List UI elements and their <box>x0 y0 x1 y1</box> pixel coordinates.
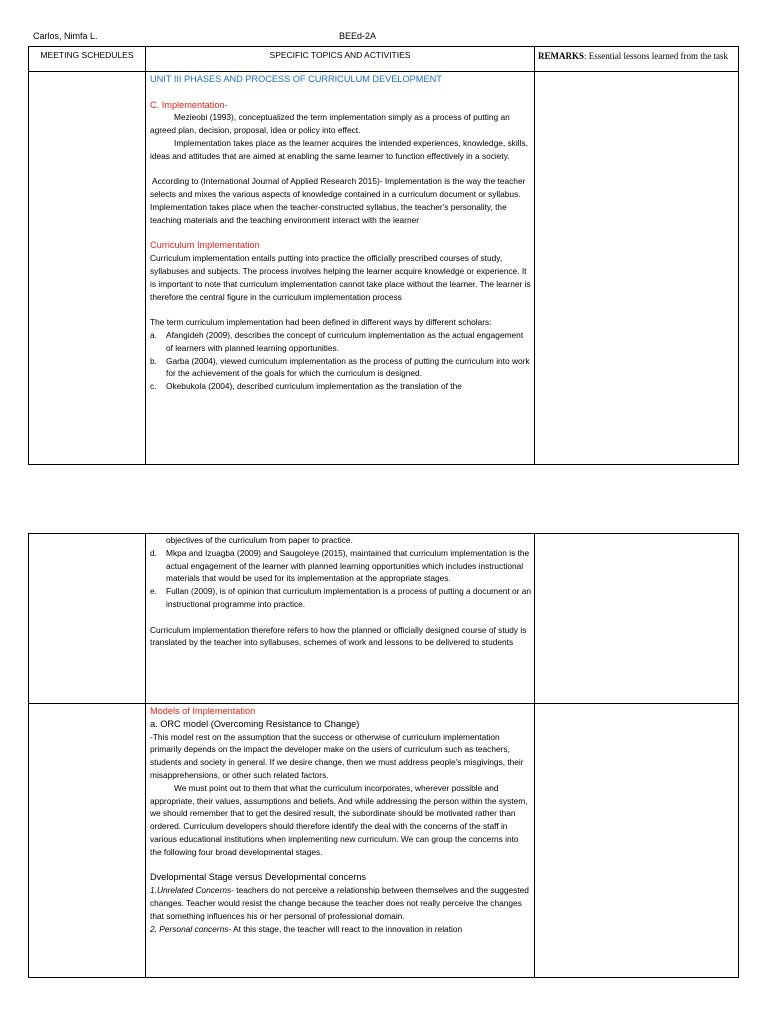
topics-cell <box>146 534 535 704</box>
paragraph: 2. Personal concerns- At this stage, the teacher will react to the innovation in relation <box>150 923 463 934</box>
meeting-schedule-cell <box>29 534 146 704</box>
list-item: e. Fullan (2009), is of opinion that curriculum implementation is a process of putting a document or an instructional programme into practice. <box>150 586 531 609</box>
paragraph: Curriculum implementation entails putting into practice the officially prescribed courses of study, syllabuses and subjects. The process involves helping the learner acquire knowledge or experience. It is important to note that curriculum implementation cannot take place without the learner. The learner is therefore the central figure in the curriculum implementation process <box>150 253 531 302</box>
unit-title: UNIT III PHASES AND PROCESS OF CURRICULUM DEVELOPMENT <box>150 74 442 84</box>
list-item: b. Garba (2004), viewed curriculum implementation as the process of putting the curriculum into work for the achievement of the goals for which the curriculum is designed. <box>150 355 530 379</box>
paragraph: We must point out to them that what the curriculum incorporates, wherever possible and appropriate, their values, assumptions and beliefs. And while addressing the person within the system, we should remember that to get the desired result, the subordinate should be motivated rather than ordered. Curriculum developers should therefore identify the deal with the concerns of the staff in various educational institutions when implementing new curriculum. We can group the concerns into the following four broad developmental stages. <box>150 782 528 857</box>
remarks-cell <box>535 704 739 978</box>
paragraph: objectives of the curriculum from paper to practice. <box>166 535 353 545</box>
list-item: d. Mkpa and Izuagba (2009) and Saugoleye (2015), maintained that curriculum implementation is the actual engagement of the learner with planned learning opportunities which includes instructional materials that would be used for its implementation at the appropriate stages. <box>150 547 530 584</box>
course-section: BEEd-2A <box>339 31 377 41</box>
list-item: a. Afangideh (2009), describes the concept of curriculum implementation as the actual engagement of learners with planned learning opportunities. <box>150 329 524 353</box>
header-meeting-schedules: MEETING SCHEDULES <box>29 47 146 72</box>
student-name: Carlos, Nimfa L. <box>33 31 98 41</box>
orc-model-title: a. ORC model (Overcoming Resistance to Change) <box>150 718 360 729</box>
curriculum-implementation-heading: Curriculum Implementation <box>150 240 260 251</box>
lesson-table-1 <box>28 46 739 465</box>
paragraph: The term curriculum implementation had been defined in different ways by different scholars: <box>150 317 492 328</box>
lesson-table-2 <box>28 533 739 978</box>
remarks-cell <box>535 72 739 465</box>
topics-cell <box>146 704 535 978</box>
paragraph: 1.Unrelated Concerns- teachers do not perceive a relationship between themselves and the suggested changes. Teacher would resist the change because the teacher does not really perceive the changes that something influences his or her personal of professional domain. <box>150 885 529 921</box>
header-remarks: REMARKS: Essential lessons learned from the task <box>535 47 739 72</box>
paragraph: -This model rest on the assumption that the success or otherwise of curriculum implementation primarily depends on the impact the developer make on the users of curriculum such as teachers, students and society in general. If we desire change, then we must address people's misgivings, their misapprehensions, or other such related factors. <box>150 731 524 780</box>
list-item: c. Okebukola (2004), described curriculum implementation as the translation of the <box>150 381 462 392</box>
models-heading: Models of Implementation <box>150 706 256 716</box>
developmental-stage-title: Dvelopmental Stage versus Developmental concerns <box>150 872 367 883</box>
remarks-cell <box>535 534 739 704</box>
paragraph: Implementation takes place as the learner acquires the intended experiences, knowledge, skills, ideas and attitudes that are aimed at enabling the same learner to function effectively in a society. <box>150 137 528 161</box>
meeting-schedule-cell <box>29 72 146 465</box>
meeting-schedule-cell <box>29 704 146 978</box>
paragraph: Mezieobi (1993), conceptualized the term implementation simply as a process of putting an agreed plan, decision, proposal, idea or policy into effect. <box>150 112 510 136</box>
topics-cell <box>146 72 535 465</box>
paragraph: Curriculum implementation therefore refers to how the planned or officially designed course of study is translated by the teacher into syllabuses, schemes of work and lessons to be delivered to students <box>150 624 527 648</box>
paragraph: According to (International Journal of Applied Research 2015)- Implementation is the way the teacher selects and mixes the various aspects of knowledge contained in a curriculum document or syllabus. Implementation takes place when the teacher-constructed syllabus, the teacher's personality, the teaching materials and the teaching environment interact with the learner <box>150 176 526 225</box>
header-topics-activities: SPECIFIC TOPICS AND ACTIVITIES <box>146 47 535 72</box>
implementation-heading: C. Implementation- <box>150 99 228 110</box>
